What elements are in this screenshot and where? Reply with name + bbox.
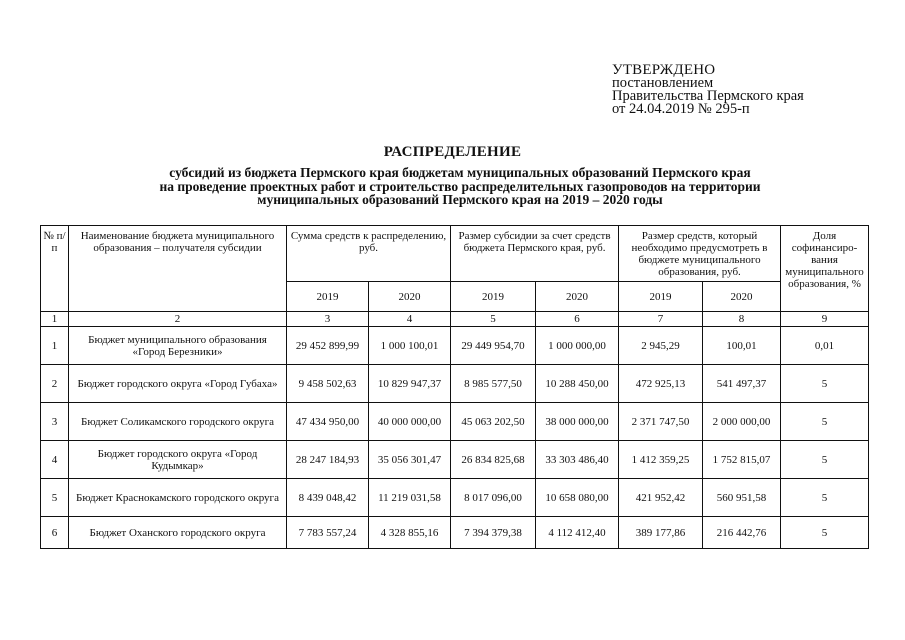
recipient-name: Бюджет городского округа «Город Кудымкар»	[69, 441, 287, 479]
column-number: 8	[703, 312, 781, 327]
subtitle-line-1: субсидий из бюджета Пермского края бюджетам муниципальных образований Пермского края	[169, 165, 751, 180]
header-year: 2020	[536, 282, 619, 312]
row-number: 2	[41, 365, 69, 403]
municipal-2019: 421 952,42	[619, 479, 703, 517]
table-row	[41, 403, 869, 441]
subsidy-2019: 7 394 379,38	[451, 517, 536, 549]
subsidy-2020: 33 303 486,40	[536, 441, 619, 479]
municipal-2020: 1 752 815,07	[703, 441, 781, 479]
column-number: 7	[619, 312, 703, 327]
subsidy-2019: 8 017 096,00	[451, 479, 536, 517]
municipal-2020: 2 000 000,00	[703, 403, 781, 441]
column-number-row	[41, 312, 869, 327]
column-number: 5	[451, 312, 536, 327]
approval-line-approved: УТВЕРЖДЕНО	[612, 62, 716, 78]
row-number: 3	[41, 403, 69, 441]
approval-line-date: от 24.04.2019 № 295-п	[612, 101, 750, 117]
sum-2020: 35 056 301,47	[369, 441, 451, 479]
header-year: 2019	[287, 282, 369, 312]
header-year: 2019	[619, 282, 703, 312]
sum-2019: 8 439 048,42	[287, 479, 369, 517]
sum-2019: 7 783 557,24	[287, 517, 369, 549]
subtitle-line-3: муниципальных образований Пермского края на 2019 – 2020 годы	[257, 192, 663, 207]
recipient-name: Бюджет городского округа «Город Губаха»	[69, 365, 287, 403]
document-subtitle	[60, 166, 860, 207]
approval-stamp	[612, 64, 804, 116]
header-year: 2020	[369, 282, 451, 312]
column-number: 3	[287, 312, 369, 327]
municipal-2019: 1 412 359,25	[619, 441, 703, 479]
column-number: 9	[781, 312, 869, 327]
sum-2020: 40 000 000,00	[369, 403, 451, 441]
municipal-2020: 216 442,76	[703, 517, 781, 549]
recipient-name: Бюджет Краснокамского городского округа	[69, 479, 287, 517]
sum-2019: 29 452 899,99	[287, 327, 369, 365]
subsidy-2020: 1 000 000,00	[536, 327, 619, 365]
header-subsidy: Размер субсидии за счет средств бюджета Пермского края, руб.	[451, 226, 619, 282]
recipient-name: Бюджет Соликамского городского округа	[69, 403, 287, 441]
subsidy-2020: 4 112 412,40	[536, 517, 619, 549]
sum-2020: 10 829 947,37	[369, 365, 451, 403]
subsidy-2020: 10 288 450,00	[536, 365, 619, 403]
column-number: 4	[369, 312, 451, 327]
municipal-2019: 2 945,29	[619, 327, 703, 365]
approval-line-government: Правительства Пермского края	[612, 88, 804, 104]
cofinancing-share: 0,01	[781, 327, 869, 365]
subsidy-2020: 38 000 000,00	[536, 403, 619, 441]
table-row	[41, 517, 869, 549]
sum-2020: 11 219 031,58	[369, 479, 451, 517]
subsidy-2020: 10 658 080,00	[536, 479, 619, 517]
subsidy-2019: 29 449 954,70	[451, 327, 536, 365]
sum-2019: 47 434 950,00	[287, 403, 369, 441]
column-number: 6	[536, 312, 619, 327]
table-row	[41, 327, 869, 365]
header-year: 2020	[703, 282, 781, 312]
municipal-2019: 472 925,13	[619, 365, 703, 403]
sum-2020: 1 000 100,01	[369, 327, 451, 365]
table-row	[41, 479, 869, 517]
municipal-2019: 389 177,86	[619, 517, 703, 549]
recipient-name: Бюджет Оханского городского округа	[69, 517, 287, 549]
cofinancing-share: 5	[781, 479, 869, 517]
row-number: 4	[41, 441, 69, 479]
municipal-2019: 2 371 747,50	[619, 403, 703, 441]
cofinancing-share: 5	[781, 517, 869, 549]
subsidy-2019: 26 834 825,68	[451, 441, 536, 479]
sum-2019: 9 458 502,63	[287, 365, 369, 403]
column-number: 2	[69, 312, 287, 327]
distribution-table	[40, 225, 869, 549]
recipient-name: Бюджет муниципального образования «Город Березники»	[69, 327, 287, 365]
header-num: № п/п	[41, 226, 69, 312]
document-title: РАСПРЕДЕЛЕНИЕ	[383, 144, 522, 160]
header-share: Доля софинансиро-вания муниципального образования, %	[781, 226, 869, 312]
row-number: 5	[41, 479, 69, 517]
header-year: 2019	[451, 282, 536, 312]
header-sum: Сумма средств к распределению, руб.	[287, 226, 451, 282]
cofinancing-share: 5	[781, 403, 869, 441]
header-name: Наименование бюджета муниципального образования – получателя субсидии	[69, 226, 287, 312]
municipal-2020: 560 951,58	[703, 479, 781, 517]
cofinancing-share: 5	[781, 441, 869, 479]
subsidy-2019: 45 063 202,50	[451, 403, 536, 441]
table-row	[41, 441, 869, 479]
row-number: 6	[41, 517, 69, 549]
subtitle-line-2: на проведение проектных работ и строительство распределительных газопроводов на территории	[159, 178, 761, 194]
municipal-2020: 541 497,37	[703, 365, 781, 403]
header-municipal: Размер средств, который необходимо предусмотреть в бюджете муниципального образования, руб.	[619, 226, 781, 282]
sum-2020: 4 328 855,16	[369, 517, 451, 549]
municipal-2020: 100,01	[703, 327, 781, 365]
table-row	[41, 365, 869, 403]
column-number: 1	[41, 312, 69, 327]
sum-2019: 28 247 184,93	[287, 441, 369, 479]
cofinancing-share: 5	[781, 365, 869, 403]
row-number: 1	[41, 327, 69, 365]
subsidy-2019: 8 985 577,50	[451, 365, 536, 403]
approval-line-resolution: постановлением	[612, 75, 714, 91]
